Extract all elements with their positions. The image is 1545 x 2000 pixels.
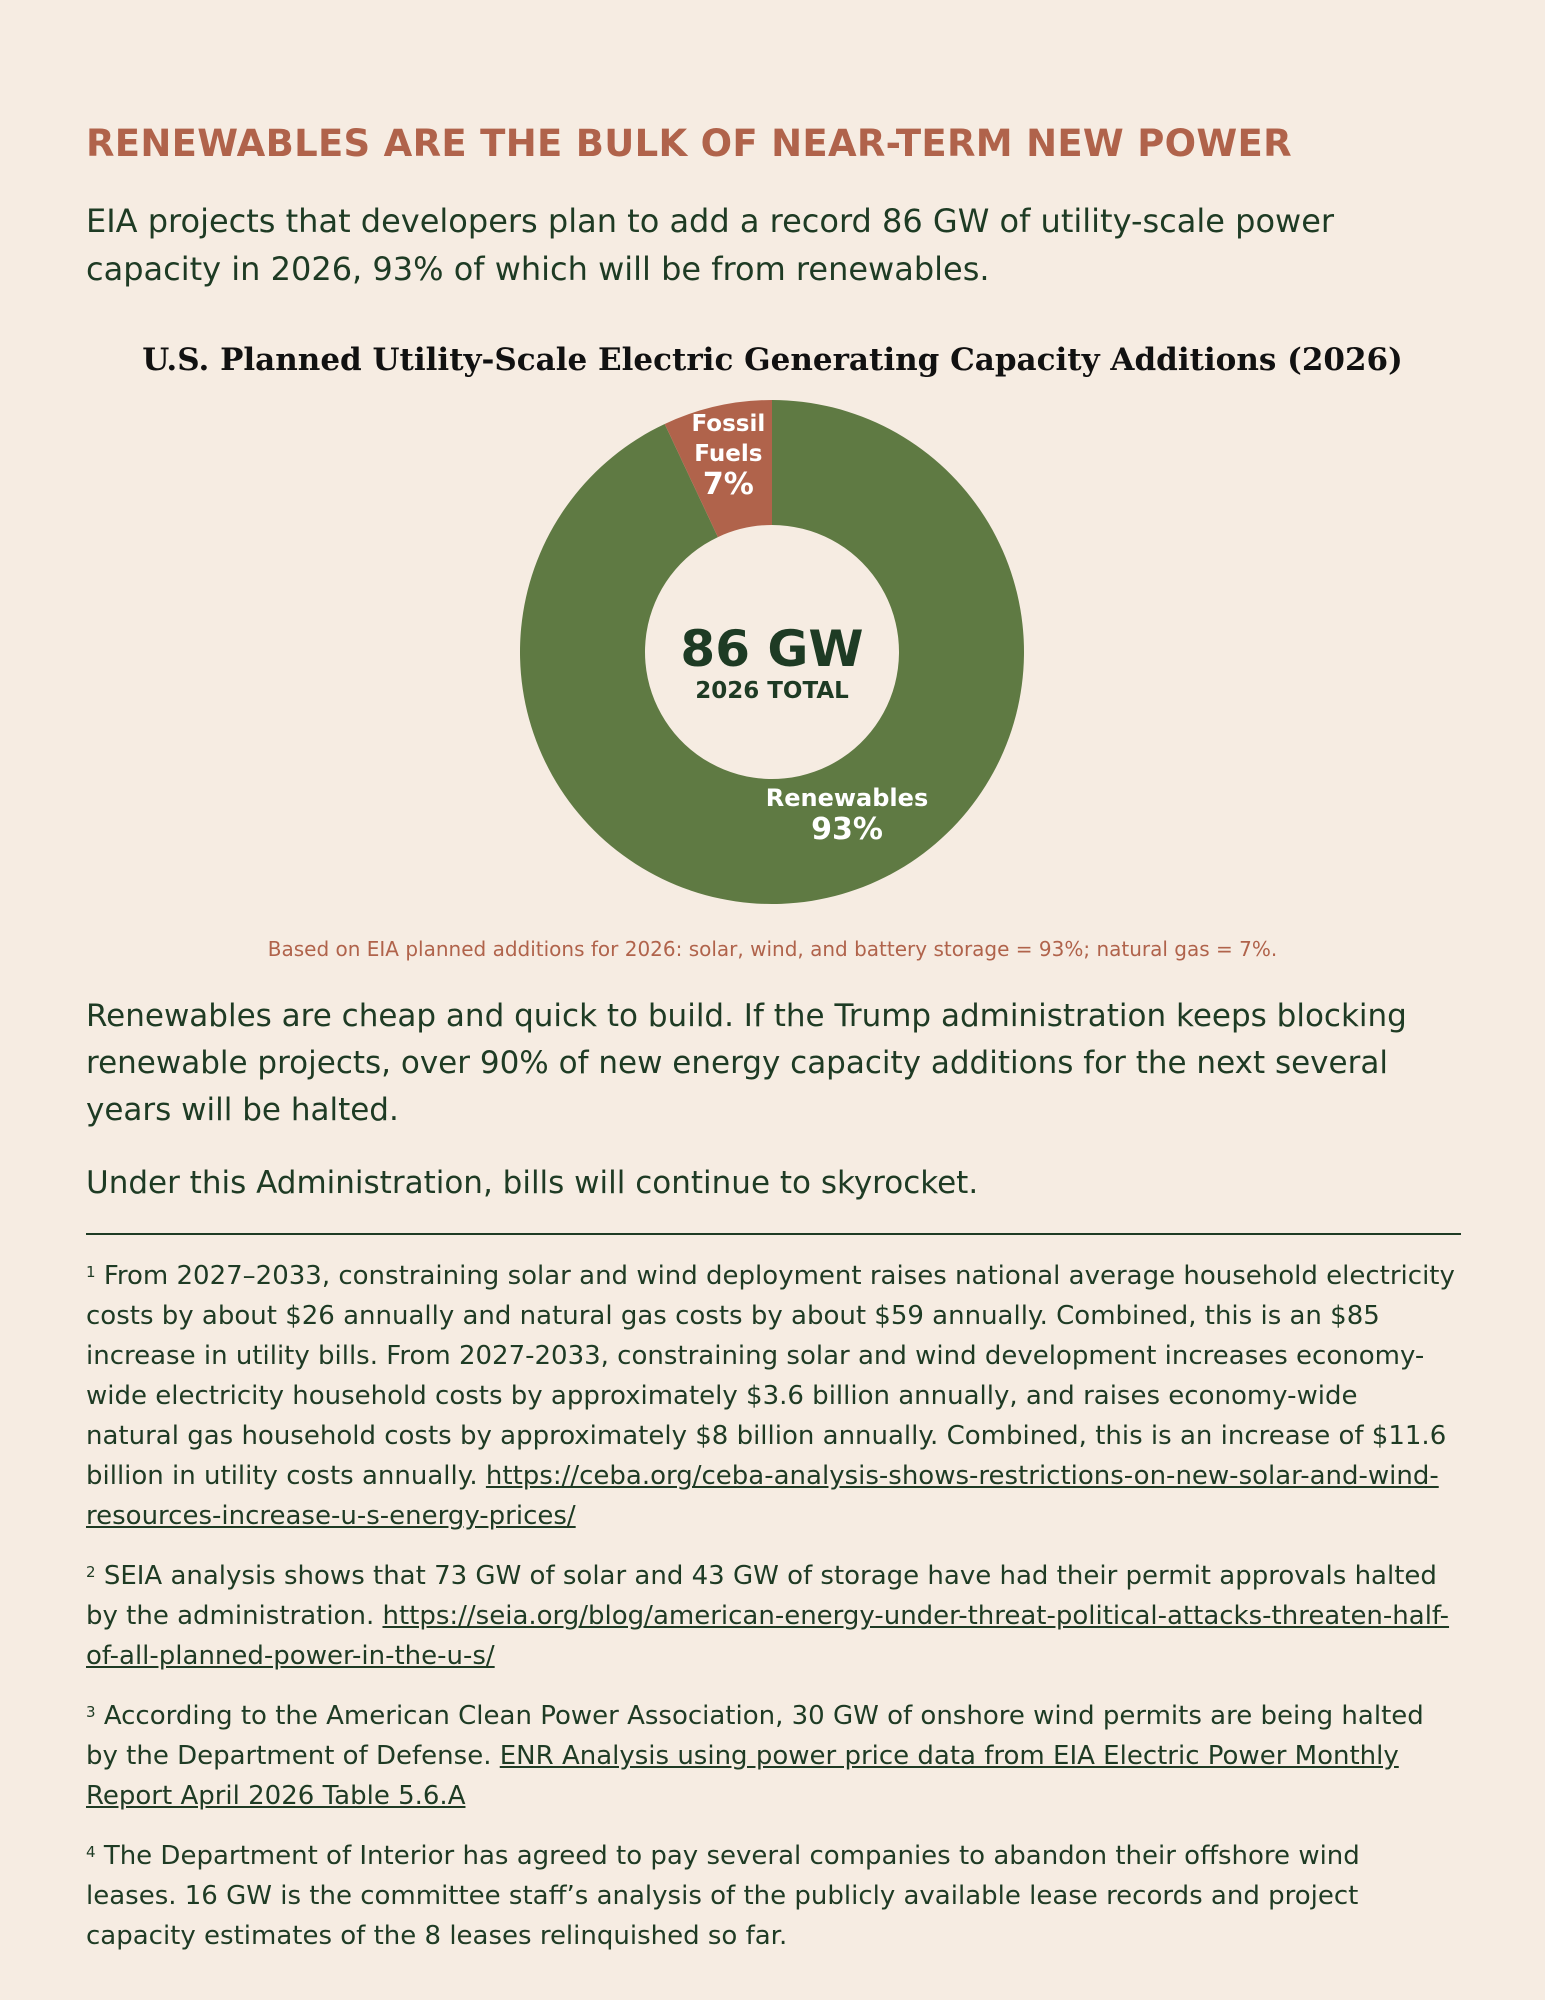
footnote-number: 2 <box>86 1563 96 1581</box>
intro-paragraph: EIA projects that developers plan to add a record 86 GW of utility-scale power capacity in 2026, 93% of which will be from renewables. <box>86 202 1335 288</box>
donut-chart <box>0 400 1545 940</box>
chart-note: Based on EIA planned additions for 2026: solar, wind, and battery storage = 93%; natural gas = 7%. <box>267 937 1278 961</box>
slice-name-label: Renewables <box>765 784 929 812</box>
center-total-label: 2026 TOTAL <box>695 678 849 704</box>
center-total-value: 86 GW <box>680 620 864 678</box>
divider <box>86 1233 1461 1235</box>
body-paragraph-1: Renewables are cheap and quick to build. If the Trump administration keeps blocking renewable projects, over 90% of new energy capacity additions for the next several years will be halted. <box>86 998 1407 1128</box>
footnote-number: 3 <box>86 1703 96 1721</box>
chart-title: U.S. Planned Utility-Scale Electric Generating Capacity Additions (2026) <box>142 342 1403 378</box>
footnote-number: 4 <box>86 1843 96 1861</box>
footnote-4 <box>86 1836 1456 1956</box>
slice-name-label: Fuels <box>694 440 763 467</box>
footnote-text: According to the American Clean Power Association, 30 GW of onshore wind permits are being halted by the Department of Defense. <box>86 1701 1424 1771</box>
footnote-number: 1 <box>86 1263 96 1281</box>
slice-name-label: Fossil <box>691 410 766 437</box>
footnote-text: The Department of Interior has agreed to pay several companies to abandon their offshore wind leases. 16 GW is the committee staff’s analysis of the publicly available lease records and project capacity estimates of the 8 leases relinquished so far. <box>86 1841 1360 1951</box>
footnote-link[interactable]: https://seia.org/blog/american-energy-under-threat-political-attacks-threaten-half-of-all-planned-power-in-the-u-s/ <box>86 1601 1450 1671</box>
footnote-1 <box>86 1256 1456 1536</box>
footnote-3 <box>86 1696 1456 1816</box>
footnote-link[interactable]: https://ceba.org/ceba-analysis-shows-restrictions-on-new-solar-and-wind-resources-increase-u-s-energy-prices/ <box>86 1461 1439 1531</box>
footnote-text: From 2027–2033, constraining solar and wind deployment raises national average household electricity costs by about $26 annually and natural gas costs by about $59 annually. Combined, this is an $85 increase in utility bills. From 2027-2033, constraining solar and wind development increases economy-wide electricity household costs by approximately $3.6 billion annually, and raises economy-wide natural gas household costs by approximately $8 billion annually. Combined, this is an increase of $11.6 billion in utility costs annually. <box>86 1261 1455 1491</box>
body-paragraph-2: Under this Administration, bills will continue to skyrocket. <box>86 1165 979 1201</box>
footnote-text: SEIA analysis shows that 73 GW of solar and 43 GW of storage have had their permit approvals halted by the administration. <box>86 1561 1437 1631</box>
slice-value-label: 7% <box>702 466 754 502</box>
footnote-link[interactable]: ENR Analysis using power price data from EIA Electric Power Monthly Report April 2026 Table 5.6.A <box>86 1741 1399 1811</box>
slice-value-label: 93% <box>811 812 883 847</box>
headline: RENEWABLES ARE THE BULK OF NEAR-TERM NEW POWER <box>86 122 1292 165</box>
footnote-2 <box>86 1556 1456 1676</box>
